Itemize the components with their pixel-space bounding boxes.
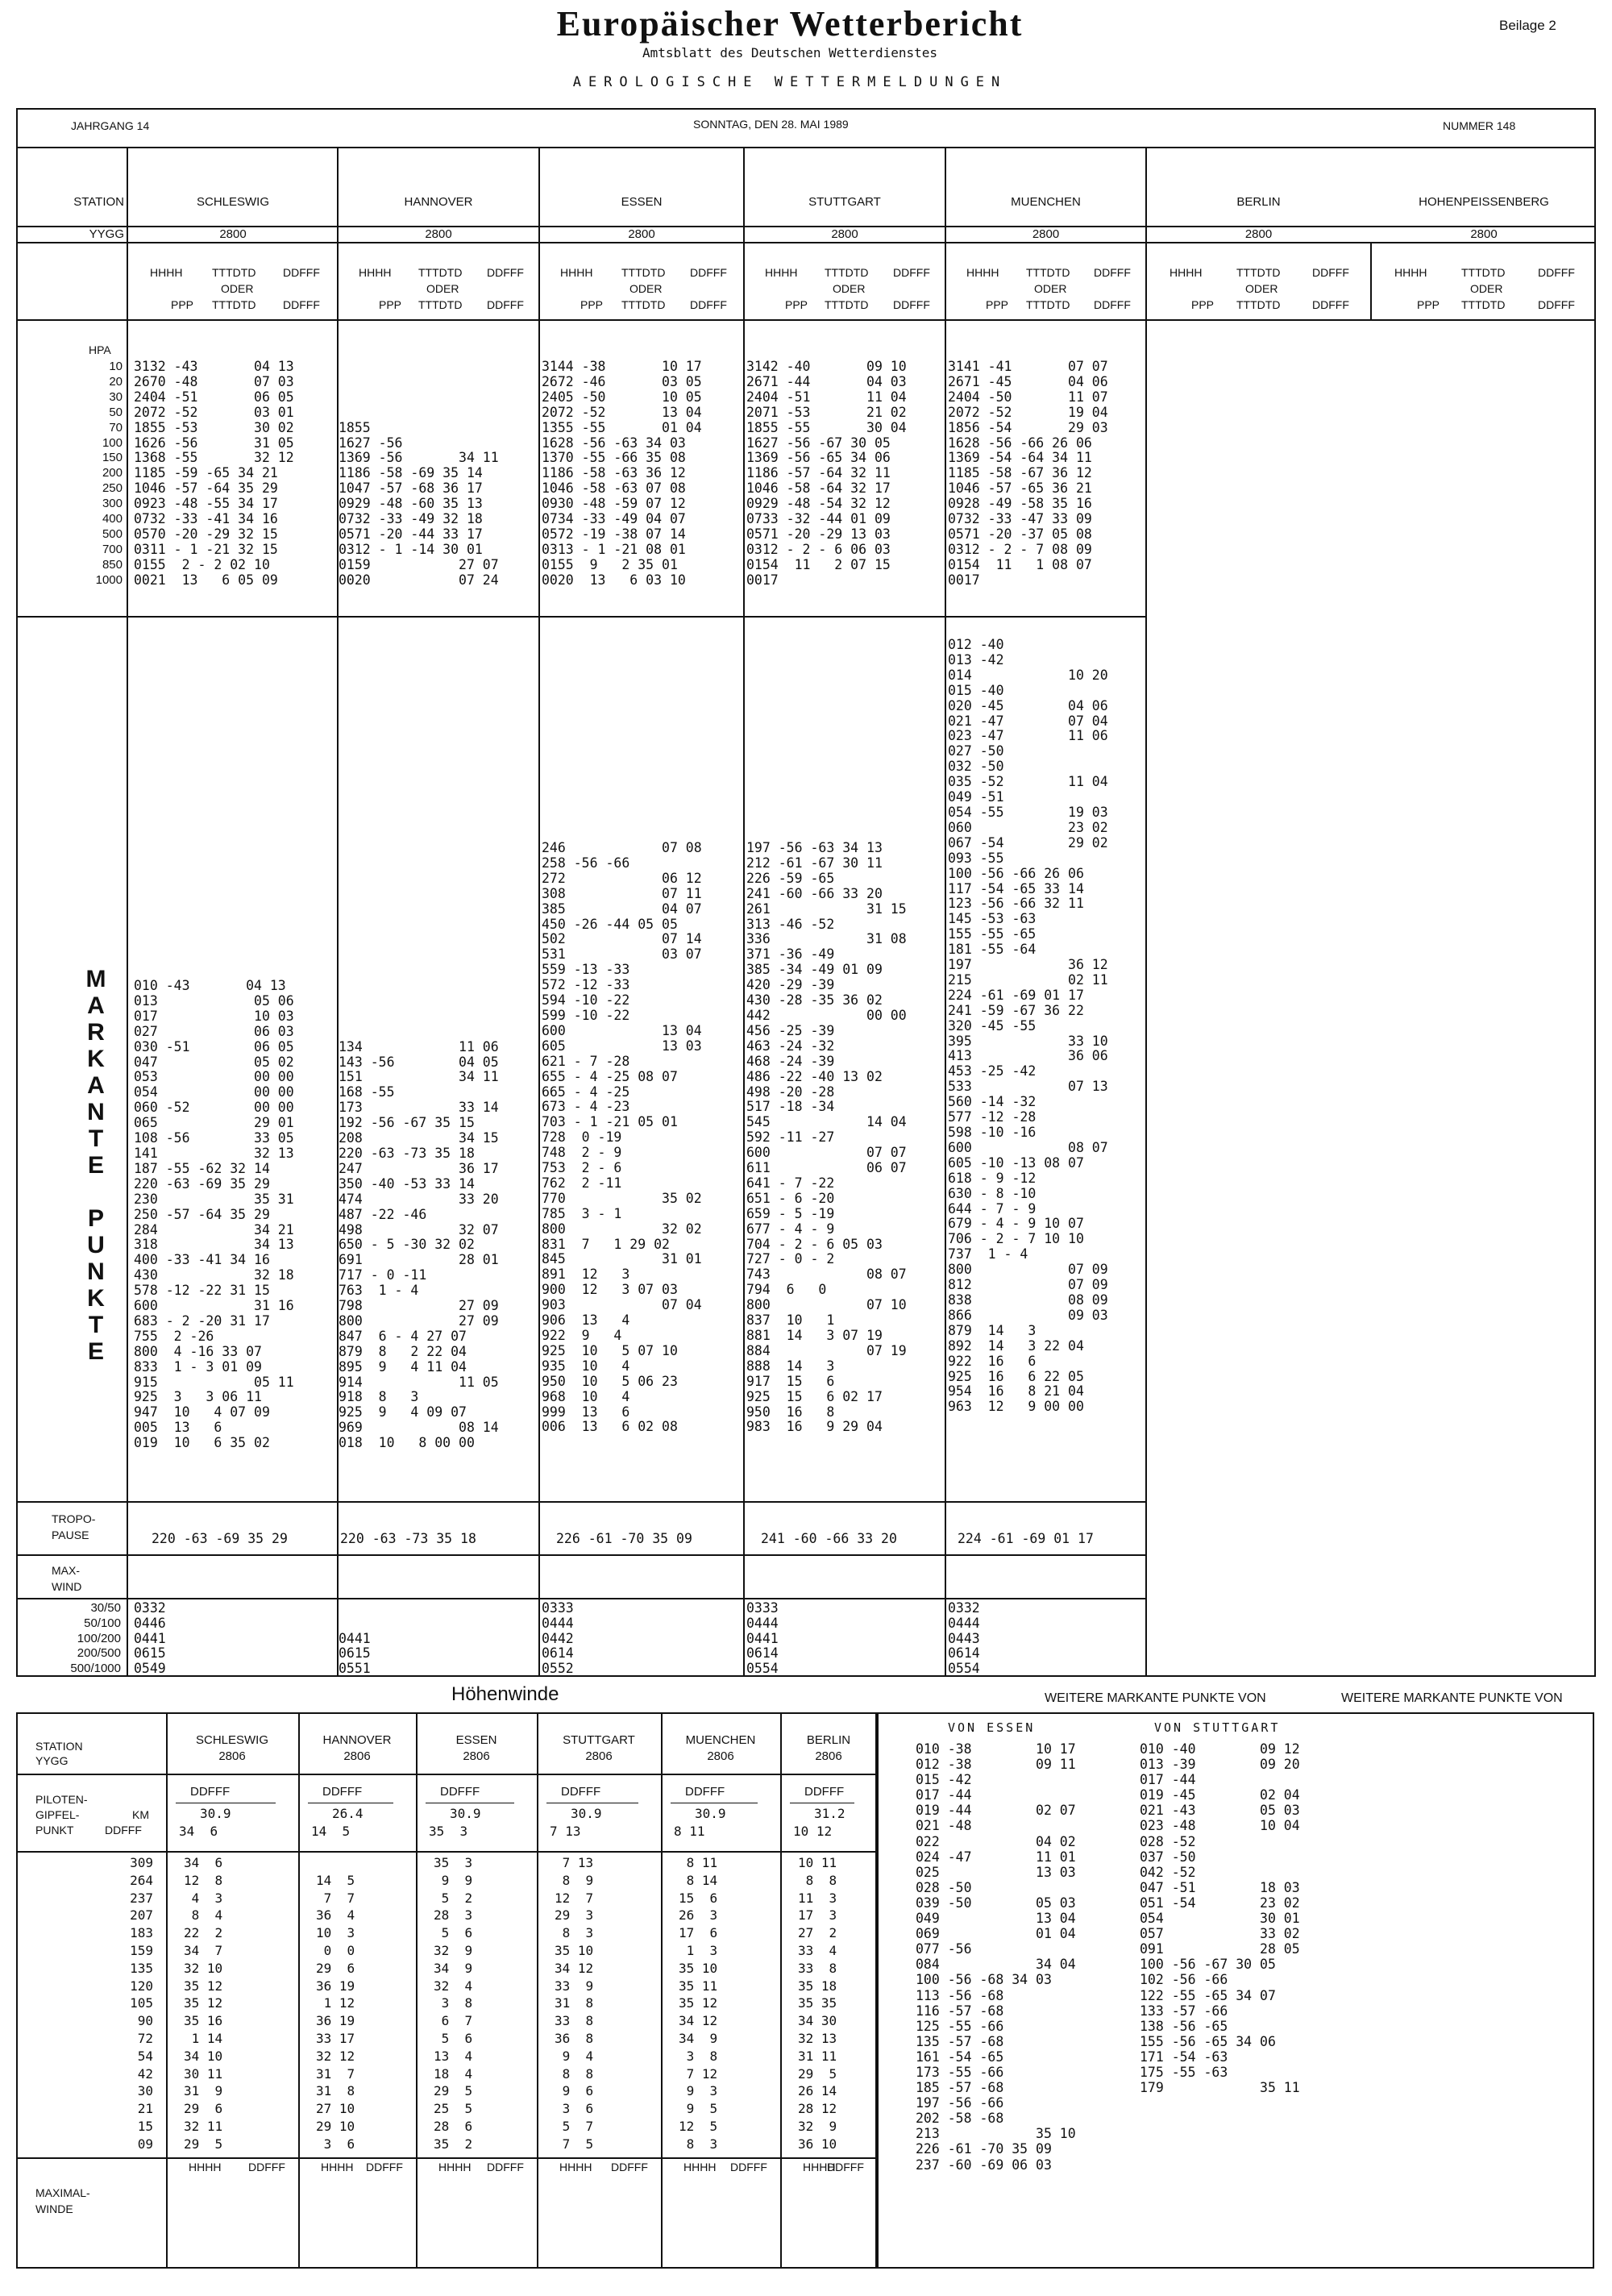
- hw-ddfff-label: DDFFF: [190, 1785, 231, 1799]
- col-hhhh: HHHH: [765, 266, 798, 279]
- hw-station-label: STATION: [35, 1740, 83, 1753]
- weitere-title: WEITERE MARKANTE PUNKTE VON: [1341, 1691, 1563, 1705]
- hpa-level: 1000: [95, 572, 123, 587]
- hw-station-yygg: 2806: [463, 1749, 490, 1763]
- layer-label: 50/100: [84, 1616, 121, 1630]
- hpa-level: 500: [102, 526, 123, 541]
- max-wind-layers: 0441 0615 0551: [339, 1630, 371, 1677]
- piloten-label: GIPFEL-: [35, 1808, 80, 1821]
- hw-station-name: STUTTGART: [563, 1733, 635, 1747]
- hpa-level: 70: [109, 420, 123, 435]
- hw-wind-column: 35 3 9 9 5 2 28 3 5 6 32 9 34 9 32 4 3 8 6 7 5 6 13 4 18 4 29 5 25 5 28 6 35 2: [434, 1855, 473, 2152]
- station-name: MUENCHEN: [1011, 195, 1081, 209]
- col-oder: ODER: [221, 282, 254, 295]
- hw-gipfel-km: 26.4: [332, 1806, 364, 1821]
- hpa-levels: [48, 360, 123, 589]
- col-ddfff: DDFFF: [1538, 266, 1575, 279]
- markante-letter: E: [87, 1338, 104, 1365]
- weitere-title: WEITERE MARKANTE PUNKTE VON: [1045, 1691, 1266, 1705]
- col-oder: ODER: [1245, 282, 1278, 295]
- hw-wind-column: 14 5 7 7 36 4 10 3 0 0 29 6 36 19 1 12 36 19 33 17 32 12 31 7 31 8 27 10 29 10 3 6: [316, 1872, 355, 2152]
- hoehenwinde-title: Höhenwinde: [451, 1683, 559, 1705]
- station-yygg: 2800: [1244, 227, 1273, 241]
- hw-ddfff-label: DDFFF: [440, 1785, 480, 1799]
- hw-station-yygg: 2806: [343, 1749, 371, 1763]
- markante-punkte: 010 -43 04 13 013 05 06 017 10 03 027 06 03 030 -51 06 05 047 05 02 053 00 00 054 00 00 060 -52 00 00 065 29 01 108 -56 33 05 141 32 13 187 -55 -62 32 14 220 -63 -69 35 29 230 35 31 250 -57 -64 35 29 284 34 21 318 34 13 400 -33 -41 34 16 430 32 18 578 -12 -22 31 15 600 31 16 683 - 2 -20 31 17 755 2 -26 800 4 -16 33 07 833 1 - 3 01 09 915 05 11 925 3 3 06 11 947 10 4 07 09 005 13 6 019 10 6 35 02: [134, 978, 294, 1451]
- hw-gipfel-km: 30.9: [695, 1806, 726, 1821]
- col-oder: ODER: [629, 282, 663, 295]
- col-tttdtd: TTTDTD: [825, 266, 869, 279]
- station-yygg: 2800: [425, 227, 452, 241]
- tropopause-value: 220 -63 -73 35 18: [340, 1531, 476, 1546]
- hpa-level: 100: [102, 435, 123, 450]
- markante-letter: N: [87, 1258, 105, 1285]
- hw-max-ddfff: DDFFF: [827, 2161, 864, 2173]
- markante-letter: K: [87, 1046, 105, 1072]
- max-wind-layers: 0333 0444 0442 0614 0552: [542, 1600, 574, 1677]
- markante-letter: N: [87, 1099, 105, 1125]
- hw-wind-column: 7 13 8 9 12 7 29 3 8 3 35 10 34 12 33 9 31 8 33 8 36 8 9 4 8 8 9 6 3 6 5 7 7 5: [555, 1855, 594, 2152]
- hpa-level: 30: [109, 389, 123, 404]
- hpa-level: 850: [102, 557, 123, 572]
- hw-ddfff-label: DDFFF: [685, 1785, 725, 1799]
- weitere-stuttgart: 010 -40 09 12 013 -39 09 20 017 -44 019 -45 02 04 021 -43 05 03 023 -48 10 04 028 -52 037 -50 042 -52 047 -51 18 03 051 -54 23 02 054 30 01 057 33 02 091 28 05 100 -56 -67 30 05 102 -56 -66 122 -55 -65 34 07 133 -57 -66 138 -56 -65 155 -56 -65 34 06 171 -54 -63 175 -55 -63 179 35 11: [1140, 1741, 1300, 2096]
- hw-station-name: ESSEN: [455, 1733, 497, 1747]
- col-ppp: PPP: [379, 298, 402, 311]
- col-ddfff: DDFFF: [283, 266, 320, 279]
- von-stuttgart: VON STUTTGART: [1154, 1720, 1281, 1735]
- max-wind-layers: 0333 0444 0441 0614 0554: [746, 1600, 779, 1677]
- col-tttdtd: TTTDTD: [1461, 298, 1506, 311]
- col-ddfff: DDFFF: [893, 266, 930, 279]
- hw-max-ddfff: DDFFF: [611, 2161, 648, 2173]
- hw-station-name: SCHLESWIG: [195, 1733, 268, 1747]
- station-yygg: 2800: [1470, 227, 1498, 241]
- hw-yygg-label: YYGG: [35, 1754, 69, 1767]
- hw-station-name: MUENCHEN: [685, 1733, 756, 1747]
- hw-max-ddfff: DDFFF: [248, 2161, 285, 2173]
- layer-label: 30/50: [90, 1601, 121, 1615]
- weitere-essen: 010 -38 10 17 012 -38 09 11 015 -42 017 -44 019 -44 02 07 021 -48 022 04 02 024 -47 11 01 025 13 03 028 -50 039 -50 05 03 049 13 04 069 01 04 077 -56 084 34 04 100 -56 -68 34 03 113 -56 -68 116 -57 -68 125 -55 -66 135 -57 -68 161 -54 -65 173 -55 -66 185 -57 -68 197 -56 -66 202 -58 -68 213 35 10 226 -61 -70 35 09 237 -60 -69 06 03: [916, 1741, 1076, 2173]
- bulletin-title: Europäischer Wetterbericht: [556, 4, 1024, 44]
- hw-wind-column: 8 11 8 14 15 6 26 3 17 6 1 3 35 10 35 11 35 12 34 12 34 9 3 8 7 12 9 3 9 5 12 5 8 3: [679, 1855, 718, 2152]
- markante-punkte: 012 -40 013 -42 014 10 20 015 -40 020 -45 04 06 021 -47 07 04 023 -47 11 06 027 -50 032 -50 035 -52 11 04 049 -51 054 -55 19 03 060 23 02 067 -54 29 02 093 -55 100 -56 -66 26 06 117 -54 -65 33 14 123 -56 -66 32 11 145 -53 -63 155 -55 -65 181 -55 -64 197 36 12 215 02 11 224 -61 -69 01 17 241 -59 -67 36 22 320 -45 -55 395 33 10 413 36 06 453 -25 -42 533 07 13 560 -14 -32 577 -12 -28 598 -10 -16 600 08 07 605 -10 -13 08 07 618 - 9 -12 630 - 8 -10 644 - 7 - 9 679 - 4 - 9 10 07 706 - 2 - 7 10 10 737 1 - 4 800 07 09 812 07 09 838 08 09 866 09 03 879 14 3 892 14 3 22 04 922 16 6 925 16 6 22 05 954 16 8 21 04 963 12 9 00 00: [948, 637, 1108, 1415]
- col-ddfff: DDFFF: [1094, 266, 1131, 279]
- markante-letter: [84, 1179, 108, 1205]
- max-wind-label: WIND: [52, 1580, 82, 1593]
- hw-station-name: HANNOVER: [322, 1733, 392, 1747]
- markante-punkte: 197 -56 -63 34 13 212 -61 -67 30 11 226 -59 -65 241 -60 -66 33 20 261 31 15 313 -46 -52 336 31 08 371 -36 -49 385 -34 -49 01 09 420 -29 -39 430 -28 -35 36 02 442 00 00 456 -25 -39 463 -24 -32 468 -24 -39 486 -22 -40 13 02 498 -20 -28 517 -18 -34 545 14 04 592 -11 -27 600 07 07 611 06 07 641 - 7 -22 651 - 6 -20 659 - 5 -19 677 - 4 - 9 704 - 2 - 6 05 03 727 - 0 - 2 743 08 07 794 6 0 800 07 10 837 10 1 881 14 3 07 19 884 07 19 888 14 3 917 15 6 925 15 6 02 17 950 16 8 983 16 9 29 04: [746, 840, 907, 1435]
- col-hhhh: HHHH: [560, 266, 593, 279]
- col-tttdtd: TTTDTD: [1236, 298, 1281, 311]
- jahrgang-label: JAHRGANG 14: [71, 119, 150, 132]
- station-name: SCHLESWIG: [196, 195, 269, 209]
- markante-letter: A: [87, 1072, 105, 1099]
- issue-date: SONNTAG, DEN 28. MAI 1989: [693, 118, 849, 131]
- tropopause-value: 241 -60 -66 33 20: [761, 1531, 897, 1546]
- hw-gipfel-punkt: 34 6: [179, 1824, 218, 1839]
- col-tttdtd: TTTDTD: [212, 266, 256, 279]
- hw-gipfel-punkt: 10 12: [793, 1824, 833, 1839]
- beilage-label: Beilage 2: [1499, 18, 1556, 33]
- station-yygg: 2800: [831, 227, 858, 241]
- station-name: HANNOVER: [404, 195, 473, 209]
- layer-labels: [32, 1601, 121, 1677]
- hw-max-hhhh: HHHH: [803, 2161, 836, 2173]
- col-hhhh: HHHH: [1394, 266, 1427, 279]
- standard-levels: 3142 -40 09 10 2671 -44 04 03 2404 -51 11 04 2071 -53 21 02 1855 -55 30 04 1627 -56 -67 30 05 1369 -56 -65 34 06 1186 -57 -64 32 11 1046 -58 -64 32 17 0929 -48 -54 32 12 0733 -32 -44 01 09 0571 -20 -29 13 03 0312 - 2 - 6 06 03 0154 11 2 07 15 0017: [746, 359, 907, 588]
- markante-letter: R: [87, 1019, 105, 1046]
- hw-ddfff-label: DDFFF: [322, 1785, 363, 1799]
- piloten-label: PILOTEN-: [35, 1793, 88, 1806]
- col-hhhh: HHHH: [359, 266, 392, 279]
- col-ddfff: DDFFF: [1094, 298, 1131, 311]
- tropopause-value: 224 -61 -69 01 17: [958, 1531, 1094, 1546]
- col-tttdtd: TTTDTD: [1236, 266, 1281, 279]
- hpa-level: 300: [102, 497, 123, 511]
- hpa-level: 50: [109, 405, 123, 419]
- col-ddfff: DDFFF: [690, 298, 727, 311]
- col-oder: ODER: [1470, 282, 1503, 295]
- von-essen: VON ESSEN: [948, 1720, 1036, 1735]
- layer-label: 200/500: [77, 1646, 121, 1661]
- hw-station-yygg: 2806: [707, 1749, 734, 1763]
- markante-punkte: 134 11 06 143 -56 04 05 151 34 11 168 -55 173 33 14 192 -56 -67 35 15 208 34 15 220 -63 -73 35 18 247 36 17 350 -40 -53 33 14 474 33 20 487 -22 -46 498 32 07 650 - 5 -30 32 02 691 28 01 717 - 0 -11 763 1 - 4 798 27 09 800 27 09 847 6 - 4 27 07 879 8 2 22 04 895 9 4 11 04 914 11 05 918 8 3 925 9 4 09 07 969 08 14 018 10 8 00 00: [339, 1038, 499, 1451]
- station-yygg: 2800: [1032, 227, 1060, 241]
- col-ddfff: DDFFF: [1312, 298, 1349, 311]
- hw-ddfff-label: DDFFF: [561, 1785, 601, 1799]
- col-tttdtd: TTTDTD: [621, 266, 666, 279]
- tropopause-label: TROPO-: [52, 1512, 96, 1525]
- hw-max-hhhh: HHHH: [189, 2161, 222, 2173]
- tropopause-value: 220 -63 -69 35 29: [152, 1531, 288, 1546]
- hpa-level: 150: [102, 451, 123, 465]
- hw-gipfel-km: 31.2: [814, 1806, 845, 1821]
- standard-levels: 3144 -38 10 17 2672 -46 03 05 2405 -50 10 05 2072 -52 13 04 1355 -55 01 04 1628 -56 -63 34 03 1370 -55 -66 35 08 1186 -58 -63 36 12 1046 -58 -63 07 08 0930 -48 -59 07 12 0734 -33 -49 04 07 0572 -19 -38 07 14 0313 - 1 -21 08 01 0155 9 2 35 01 0020 13 6 03 10: [542, 359, 702, 588]
- hw-wind-column: 34 6 12 8 4 3 8 4 22 2 34 7 32 10 35 12 35 12 35 16 1 14 34 10 30 11 31 9 29 6 32 11 29 5: [184, 1855, 223, 2152]
- col-tttdtd: TTTDTD: [1026, 266, 1070, 279]
- standard-levels: 3132 -43 04 13 2670 -48 07 03 2404 -51 06 05 2072 -52 03 01 1855 -53 30 02 1626 -56 31 05 1368 -55 32 12 1185 -59 -65 34 21 1046 -57 -64 35 29 0923 -48 -55 34 17 0732 -33 -41 34 16 0570 -20 -29 32 15 0311 - 1 -21 32 15 0155 2 - 2 02 10 0021 13 6 05 09: [134, 359, 294, 588]
- col-ddfff: DDFFF: [487, 266, 524, 279]
- hw-gipfel-punkt: 7 13: [550, 1824, 581, 1839]
- station-name: BERLIN: [1236, 195, 1281, 209]
- col-ddfff: DDFFF: [1538, 298, 1575, 311]
- station-yygg: 2800: [219, 227, 247, 241]
- col-tttdtd: TTTDTD: [212, 298, 256, 311]
- piloten-km-label: KM: [132, 1808, 149, 1821]
- markante-punkte-label: [84, 966, 108, 1365]
- station-label: STATION: [73, 195, 124, 209]
- col-ddfff: DDFFF: [690, 266, 727, 279]
- hw-gipfel-km: 30.9: [450, 1806, 481, 1821]
- hpa-level: 10: [109, 360, 123, 373]
- maximal-winde-label: WINDE: [35, 2202, 73, 2215]
- layer-label: 500/1000: [70, 1662, 121, 1676]
- hpa-label: HPA: [89, 343, 111, 356]
- bulletin-subtitle: Amtsblatt des Deutschen Wetterdienstes: [642, 45, 938, 60]
- col-hhhh: HHHH: [966, 266, 999, 279]
- markante-punkte: 246 07 08 258 -56 -66 272 06 12 308 07 11 385 04 07 450 -26 -44 05 05 502 07 14 531 03 07 559 -13 -33 572 -12 -33 594 -10 -22 599 -10 -22 600 13 04 605 13 03 621 - 7 -28 655 - 4 -25 08 07 665 - 4 -25 673 - 4 -23 703 - 1 -21 05 01 728 0 -19 748 2 - 9 753 2 - 6 762 2 -11 770 35 02 785 3 - 1 800 32 02 831 7 1 29 02 845 31 01 891 12 3 900 12 3 07 03 903 07 04 906 13 4 922 9 4 925 10 5 07 10 935 10 4 950 10 5 06 23 968 10 4 999 13 6 006 13 6 02 08: [542, 840, 702, 1435]
- hw-station-yygg: 2806: [815, 1749, 842, 1763]
- hw-levels: 309 264 237 207 183 159 135 120 105 90 72 54 42 30 21 15 09: [130, 1855, 153, 2152]
- hw-max-ddfff: DDFFF: [366, 2161, 403, 2173]
- col-ddfff: DDFFF: [487, 298, 524, 311]
- tropopause-value: 226 -61 -70 35 09: [556, 1531, 692, 1546]
- nummer-label: NUMMER 148: [1443, 119, 1516, 132]
- col-oder: ODER: [833, 282, 866, 295]
- col-oder: ODER: [426, 282, 459, 295]
- max-wind-layers: 0332 0444 0443 0614 0554: [948, 1600, 980, 1677]
- hw-gipfel-punkt: 14 5: [311, 1824, 351, 1839]
- col-hhhh: HHHH: [150, 266, 183, 279]
- col-tttdtd: TTTDTD: [418, 298, 463, 311]
- markante-letter: E: [87, 1152, 104, 1179]
- markante-letter: P: [87, 1205, 104, 1232]
- station-name: HOHENPEISSENBERG: [1419, 195, 1549, 209]
- markante-letter: T: [88, 1125, 104, 1152]
- col-tttdtd: TTTDTD: [1461, 266, 1506, 279]
- hw-max-hhhh: HHHH: [683, 2161, 717, 2173]
- max-wind-label: MAX-: [52, 1564, 80, 1577]
- tropopause-label: PAUSE: [52, 1529, 89, 1541]
- hw-max-ddfff: DDFFF: [487, 2161, 524, 2173]
- col-ddfff: DDFFF: [283, 298, 320, 311]
- station-name: STUTTGART: [808, 195, 881, 209]
- hpa-level: 200: [102, 466, 123, 480]
- hw-station-name: BERLIN: [806, 1733, 851, 1747]
- col-tttdtd: TTTDTD: [825, 298, 869, 311]
- hw-max-hhhh: HHHH: [438, 2161, 472, 2173]
- hpa-level: 20: [109, 374, 123, 389]
- col-ppp: PPP: [1417, 298, 1440, 311]
- col-ddfff: DDFFF: [1312, 266, 1349, 279]
- markante-letter: M: [85, 966, 106, 992]
- hw-gipfel-punkt: 35 3: [429, 1824, 468, 1839]
- hw-gipfel-punkt: 8 11: [674, 1824, 705, 1839]
- col-ppp: PPP: [1191, 298, 1215, 311]
- markante-letter: K: [87, 1285, 105, 1312]
- section-title: AEROLOGISCHE WETTERMELDUNGEN: [572, 74, 1008, 90]
- max-wind-layers: 0332 0446 0441 0615 0549: [134, 1600, 166, 1677]
- hw-ddfff-label: DDFFF: [804, 1785, 845, 1799]
- col-ddfff: DDFFF: [893, 298, 930, 311]
- hw-gipfel-km: 30.9: [571, 1806, 602, 1821]
- layer-label: 100/200: [77, 1631, 121, 1645]
- piloten-ddfff-label: DDFFF: [105, 1824, 142, 1836]
- standard-levels: 1855 1627 -56 1369 -56 34 11 1186 -58 -69 35 14 1047 -57 -68 36 17 0929 -48 -60 35 13 0732 -33 -49 32 18 0571 -20 -44 33 17 0312 - 1 -14 30 01 0159 27 07 0020 07 24: [339, 419, 499, 588]
- col-ppp: PPP: [986, 298, 1009, 311]
- standard-levels: 3141 -41 07 07 2671 -45 04 06 2404 -50 11 07 2072 -52 19 04 1856 -54 29 03 1628 -56 -66 26 06 1369 -54 -64 34 11 1185 -58 -67 36 12 1046 -57 -65 36 21 0928 -49 -58 35 16 0732 -33 -47 33 09 0571 -20 -37 05 08 0312 - 2 - 7 08 09 0154 11 1 08 07 0017: [948, 359, 1108, 588]
- col-ppp: PPP: [785, 298, 808, 311]
- maximal-winde-label: MAXIMAL-: [35, 2186, 90, 2199]
- piloten-label: PUNKT: [35, 1824, 74, 1836]
- hpa-level: 700: [102, 542, 123, 556]
- col-hhhh: HHHH: [1170, 266, 1203, 279]
- station-yygg: 2800: [628, 227, 655, 241]
- hw-max-hhhh: HHHH: [559, 2161, 592, 2173]
- station-name: ESSEN: [621, 195, 663, 209]
- yygg-label: YYGG: [89, 227, 124, 241]
- col-tttdtd: TTTDTD: [418, 266, 463, 279]
- col-ppp: PPP: [171, 298, 194, 311]
- hw-wind-column: 10 11 8 8 11 3 17 3 27 2 33 4 33 8 35 18 35 35 34 30 32 13 31 11 29 5 26 14 28 12 32 9 36 10: [798, 1855, 837, 2152]
- col-ppp: PPP: [580, 298, 604, 311]
- col-tttdtd: TTTDTD: [621, 298, 666, 311]
- hpa-level: 400: [102, 512, 123, 526]
- hw-station-yygg: 2806: [218, 1749, 246, 1763]
- markante-letter: A: [87, 992, 105, 1019]
- hw-gipfel-km: 30.9: [200, 1806, 231, 1821]
- hw-max-hhhh: HHHH: [321, 2161, 354, 2173]
- col-tttdtd: TTTDTD: [1026, 298, 1070, 311]
- hw-station-yygg: 2806: [585, 1749, 613, 1763]
- col-oder: ODER: [1034, 282, 1067, 295]
- hpa-level: 250: [102, 481, 123, 496]
- markante-letter: U: [87, 1232, 105, 1258]
- markante-letter: T: [88, 1312, 104, 1338]
- hw-max-ddfff: DDFFF: [730, 2161, 767, 2173]
